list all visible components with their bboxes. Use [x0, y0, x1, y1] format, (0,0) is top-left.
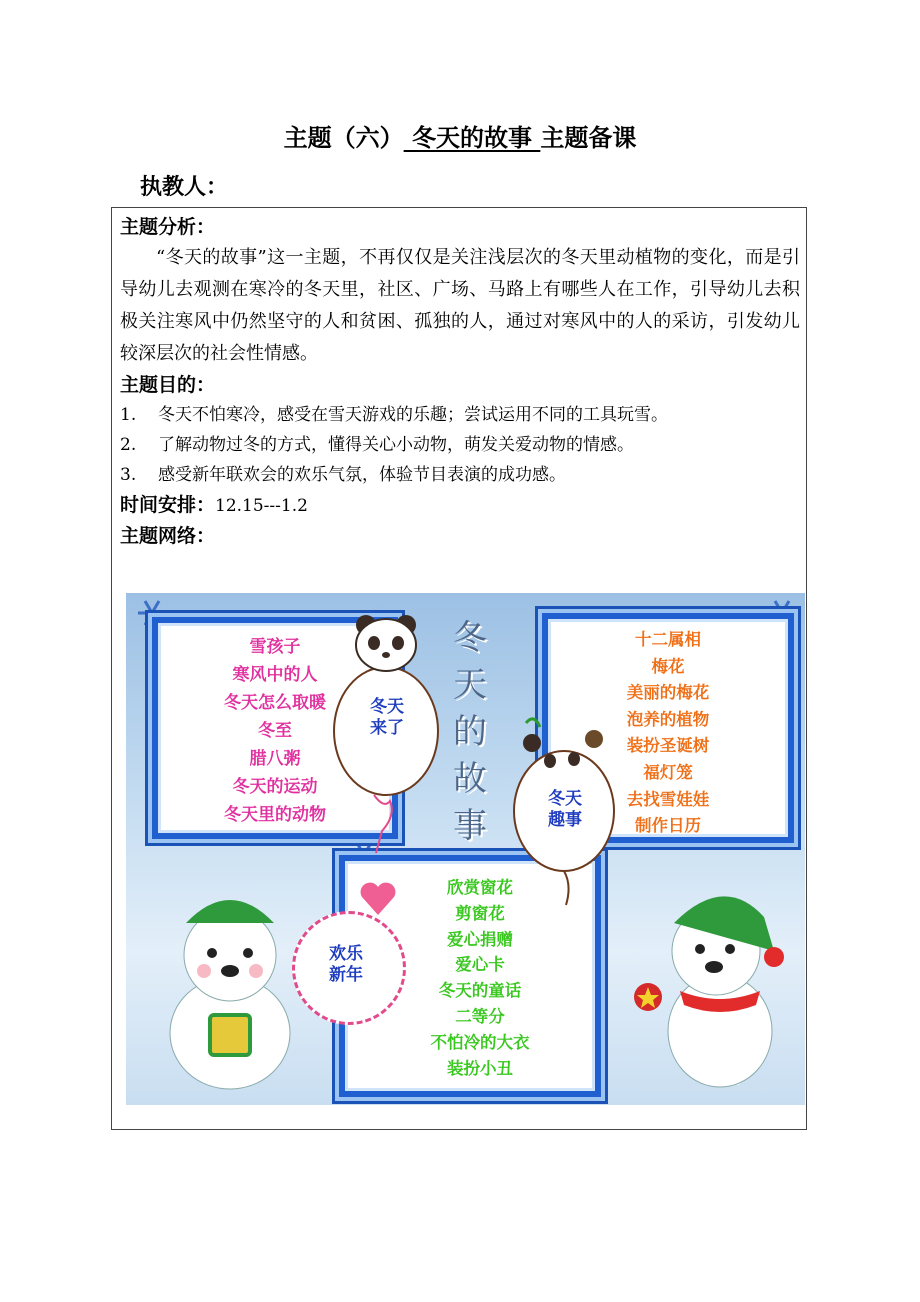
list-item: 冬天的童话 — [438, 981, 522, 1001]
network-heading: 主题网络： — [120, 525, 216, 547]
page-title — [0, 118, 920, 153]
list-item: 寒风中的人 — [232, 665, 318, 685]
schedule-row — [120, 490, 800, 521]
title-topic: 冬天的故事 — [412, 124, 532, 152]
list-item: 装扮圣诞树 — [626, 736, 710, 756]
bubble-happy-new-year: 欢乐 新年 — [329, 944, 363, 985]
list-item: 二等分 — [455, 1006, 505, 1026]
list-item: 十二属相 — [635, 630, 701, 649]
schedule-value: 12.15---1.2 — [215, 496, 308, 516]
list-item: 剪窗花 — [455, 903, 505, 923]
lesson-plan-content — [120, 212, 800, 551]
list-item: 装扮小丑 — [447, 1058, 513, 1078]
bubble-winter-arrives: 冬天 来了 — [370, 697, 404, 738]
list-item: 冬天里的动物 — [224, 805, 326, 825]
goals-heading: 主题目的： — [120, 374, 216, 396]
analysis-heading: 主题分析： — [120, 216, 216, 238]
list-item: 冬天的运动 — [232, 777, 318, 797]
goal-item: 1. 冬天不怕寒冷，感受在雪天游戏的乐趣；尝试运用不同的工具玩雪。 — [120, 405, 668, 425]
teacher-label: 执教人： — [140, 175, 229, 200]
list-item: 爱心捐赠 — [447, 929, 513, 949]
poster-center-title: 冬 天 的 故 事 — [453, 618, 487, 846]
polar-bear-illustration — [140, 883, 320, 1103]
list-item: 泡养的植物 — [626, 709, 710, 729]
list-item: 爱心卡 — [455, 955, 505, 975]
polar-bear-illustration — [624, 877, 804, 1097]
goal-item: 3. 感受新年联欢会的欢乐气氛，体验节目表演的成功感。 — [120, 465, 566, 485]
analysis-text: “冬天的故事”这一主题，不再仅仅是关注浅层次的冬天里动植物的变化，而是引导幼儿去观测在寒冷的冬天里，社区、广场、马路上有哪些人在工作，引导幼儿去积极关注寒风中仍然坚守的人和贫困、孤独的人，通过对寒风中的人的采访，引发幼儿较深层次的社会性情感。 — [120, 247, 800, 364]
list-item: 美丽的梅花 — [626, 683, 710, 703]
lesson-plan-table — [111, 207, 807, 1130]
schedule-label: 时间安排： — [120, 494, 216, 516]
list-item: 梅花 — [651, 656, 685, 676]
goal-item: 2. 了解动物过冬的方式，懂得关心小动物，萌发关爱动物的情感。 — [120, 435, 634, 455]
list-item: 去找雪娃娃 — [626, 789, 710, 809]
list-item: 福灯笼 — [643, 762, 693, 782]
theme-web-poster — [126, 593, 805, 1105]
list-item: 腊八粥 — [249, 749, 301, 769]
list-item: 欣赏窗花 — [447, 878, 513, 897]
title-prefix: 主题（六） — [283, 124, 404, 152]
title-suffix: 主题备课 — [540, 124, 637, 152]
list-item: 冬至 — [258, 721, 292, 741]
list-item: 冬天怎么取暖 — [224, 693, 326, 713]
heart-icon — [358, 879, 398, 919]
bubble-winter-fun: 冬天 趣事 — [548, 789, 582, 830]
list-item: 雪孩子 — [249, 637, 301, 657]
list-item: 制作日历 — [635, 816, 701, 836]
list-item: 不怕冷的大衣 — [430, 1032, 530, 1052]
